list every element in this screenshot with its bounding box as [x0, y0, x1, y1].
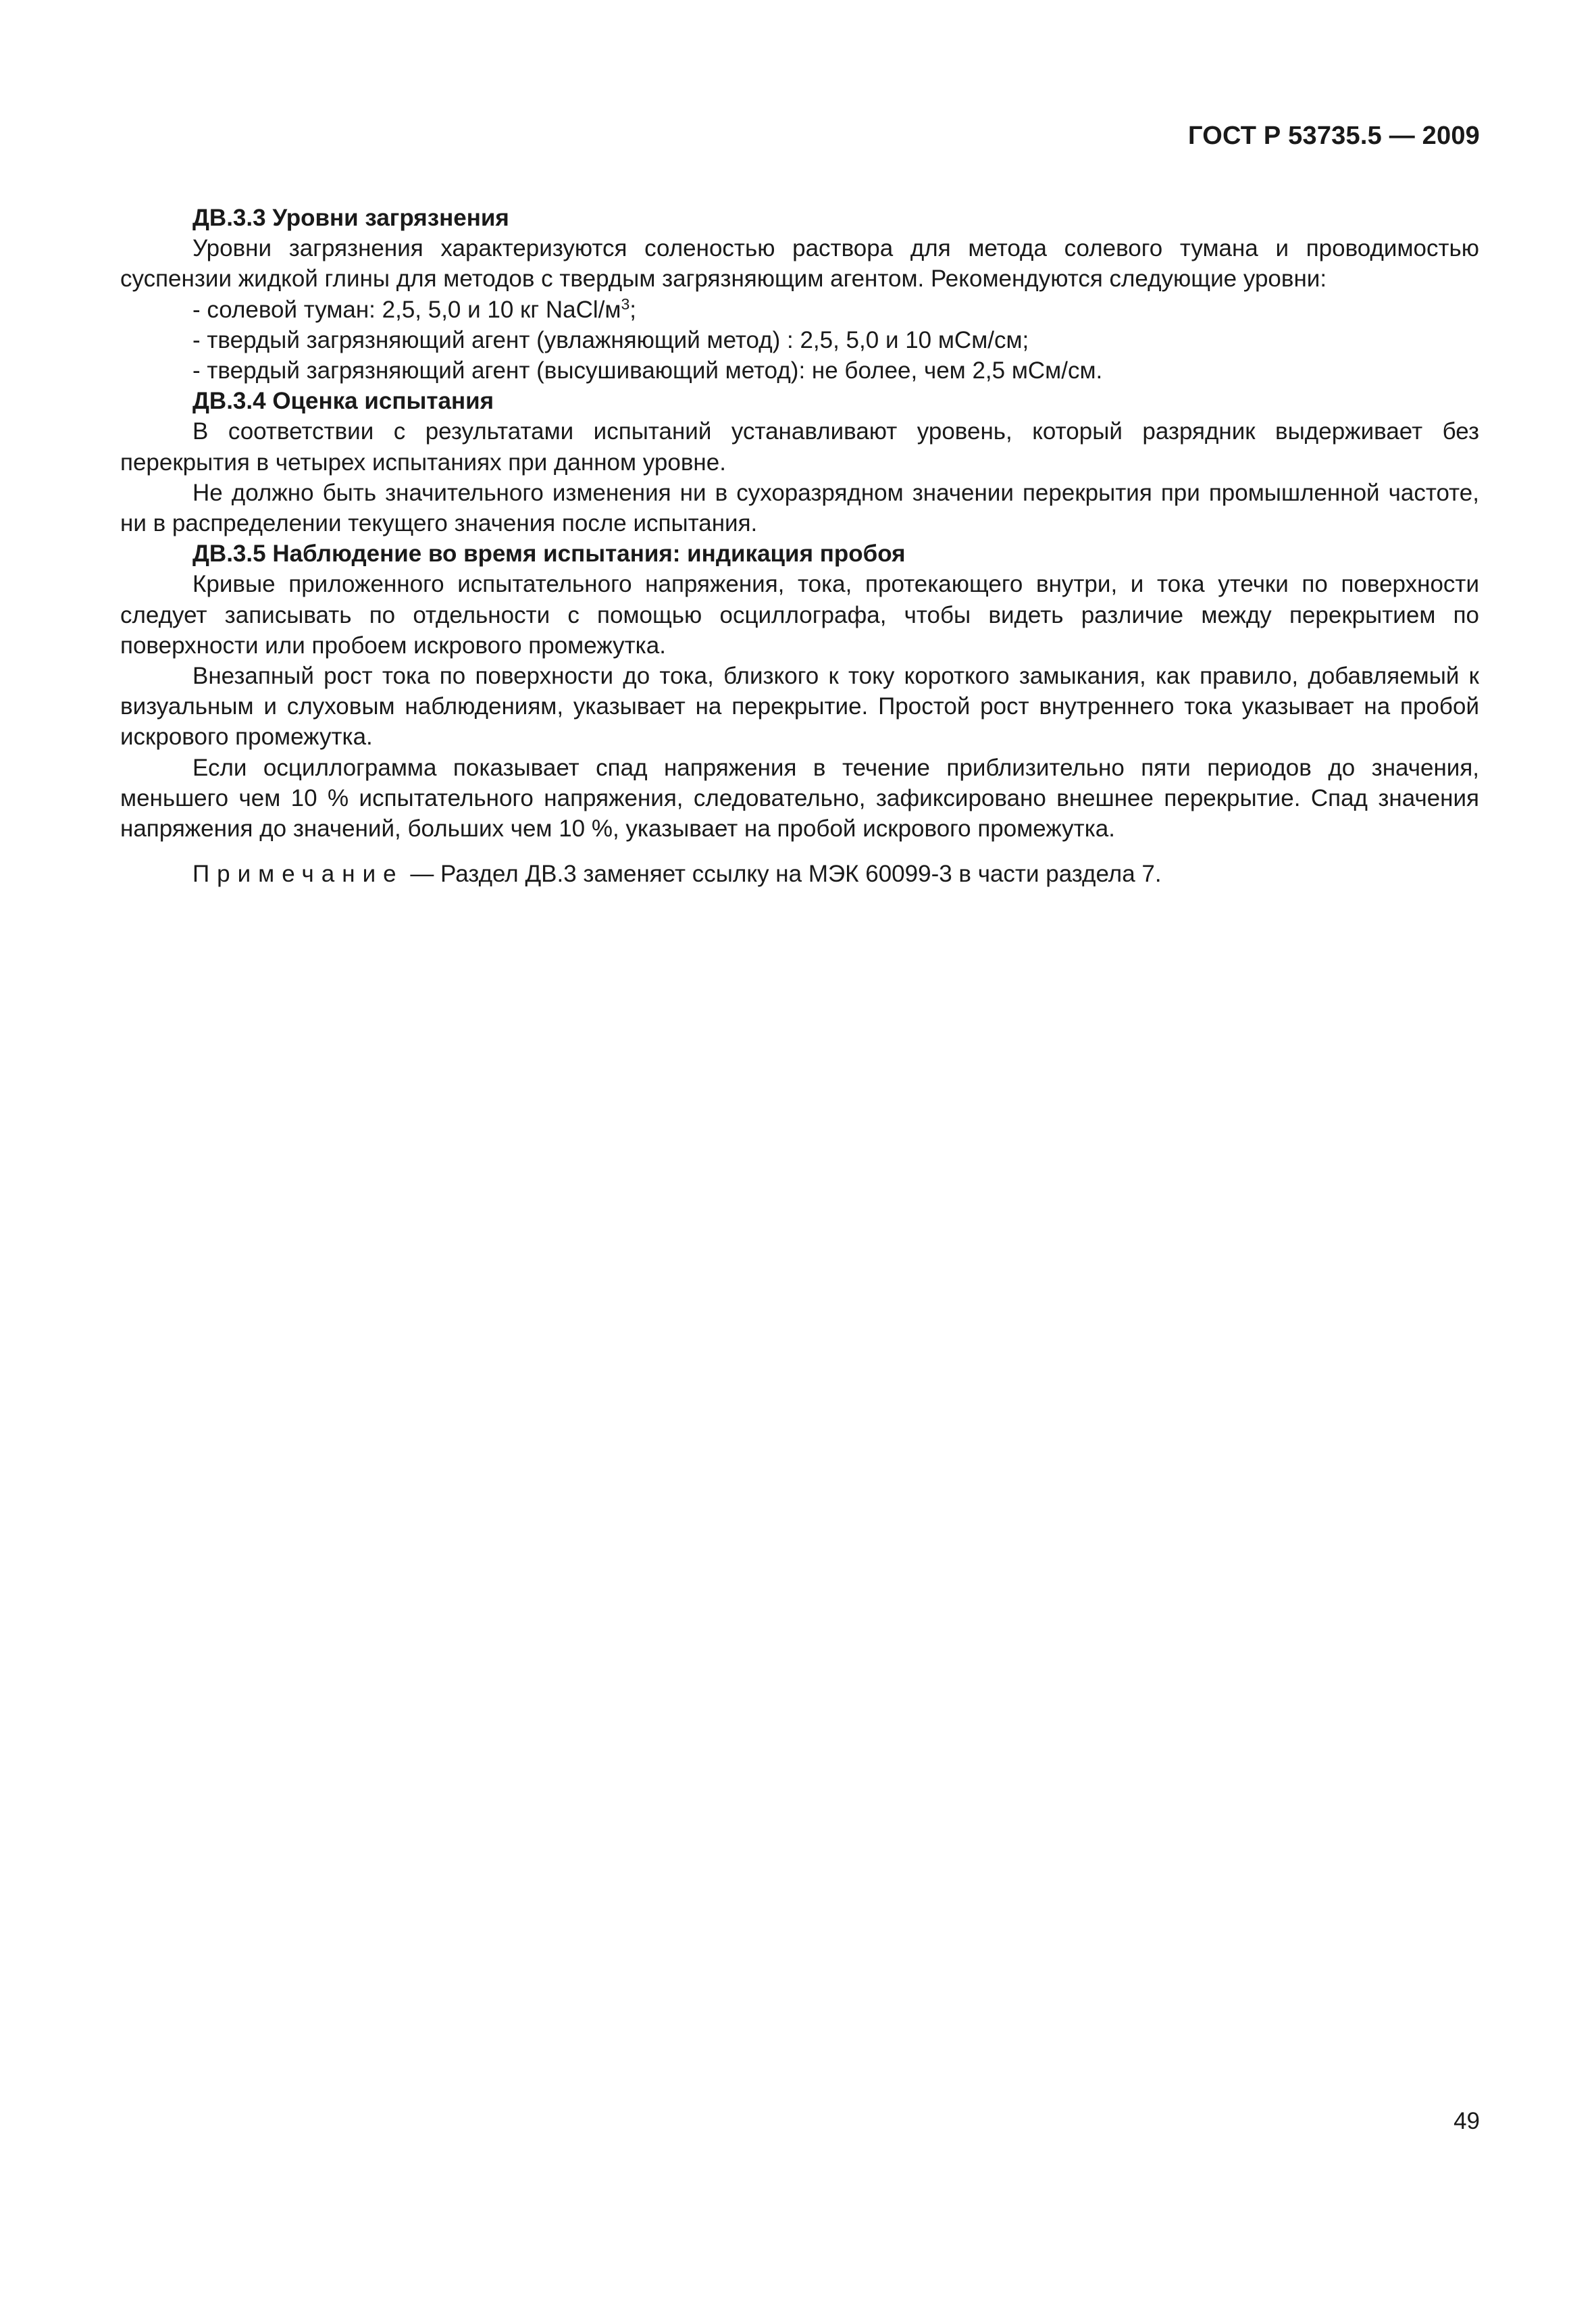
document-header: ГОСТ Р 53735.5 — 2009: [1188, 122, 1480, 150]
list-item-solid-wet-method: - твердый загрязняющий агент (увлажняющий метод) : 2,5, 5,0 и 10 мСм/см;: [192, 326, 1029, 353]
section-heading-db-3-4: ДВ.3.4 Оценка испытания: [192, 388, 494, 415]
paragraph-evaluation-1: В соответствии с результатами испытаний устанавливают уровень, который разрядник выдерживает без перекрытия в четырех испытаниях при данном уровне.: [120, 418, 1479, 476]
note: [120, 859, 1479, 889]
paragraph-evaluation-2: Не должно быть значительного изменения ни в сухоразрядном значении перекрытия при промышленной частоте, ни в распределении текущего значения после испытания.: [120, 479, 1479, 537]
document-body: [120, 203, 1479, 889]
list-item-salt-fog-end: ;: [629, 296, 636, 323]
superscript-exponent: 3: [621, 295, 630, 313]
list-item-salt-fog: [120, 295, 1479, 325]
page-number: 49: [1453, 2108, 1480, 2134]
paragraph-observation-2: Внезапный рост тока по поверхности до тока, близкого к току короткого замыкания, как правило, добавляемый к визуальным и слуховым наблюдениям, указывает на перекрытие. Простой рост внутреннего тока указывает на пробой искрового промежутка.: [120, 663, 1479, 751]
paragraph-pollution-levels: Уровни загрязнения характеризуются соленостью раствора для метода солевого тумана и проводимостью суспензии жидкой глины для методов с твердым загрязняющим агентом. Рекомендуются следующие уровни:: [120, 235, 1479, 293]
list-item-solid-dry-method: - твердый загрязняющий агент (высушивающий метод): не более, чем 2,5 мСм/см.: [192, 357, 1103, 384]
note-label: Примечание: [192, 861, 404, 888]
section-heading-db-3-3: ДВ.3.3 Уровни загрязнения: [192, 205, 509, 231]
note-text: — Раздел ДВ.3 заменяет ссылку на МЭК 60099-3 в части раздела 7.: [403, 861, 1162, 888]
section-heading-db-3-5: ДВ.3.5 Наблюдение во время испытания: индикация пробоя: [192, 540, 906, 568]
paragraph-observation-3: Если осциллограмма показывает спад напряжения в течение приблизительно пяти периодов до значения, меньшего чем 10 % испытательного напряжения, следовательно, зафиксировано внешнее перекрытие. Спад значения напряжения до значений, больших чем 10 %, указывает на пробой искрового промежутка.: [120, 754, 1479, 842]
paragraph-observation-1: Кривые приложенного испытательного напряжения, тока, протекающего внутри, и тока утечки по поверхности следует записывать по отдельности с помощью осциллографа, чтобы видеть различие между перекрытием по поверхности или пробоем искрового промежутка.: [120, 571, 1479, 659]
list-item-salt-fog-text: - солевой туман: 2,5, 5,0 и 10 кг NaCl/м: [192, 296, 621, 323]
